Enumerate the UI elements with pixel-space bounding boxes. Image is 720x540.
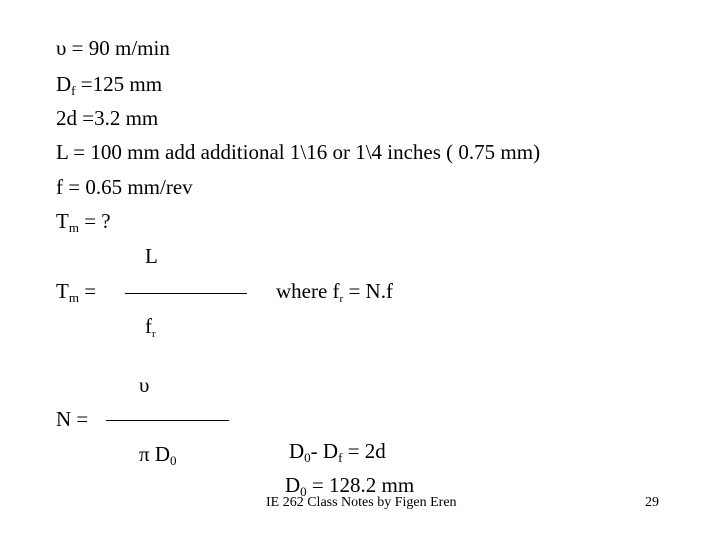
tm-fraction-bar	[125, 293, 247, 294]
df-symbol: D	[56, 72, 72, 96]
n-fraction-bar	[106, 420, 229, 421]
feed-rate-definition	[276, 279, 393, 305]
tm-lhs-equals: =	[78, 279, 97, 303]
cutting-speed-line: υ = 90 m/min	[56, 36, 170, 60]
tm-subscript: m	[68, 220, 79, 235]
d0-value-symbol: D	[285, 473, 301, 497]
machining-time-question	[56, 209, 111, 235]
d0-difference-equation	[289, 439, 386, 465]
where-subscript: r	[339, 293, 344, 305]
n-fraction-numerator: υ	[139, 373, 150, 397]
depth-line: 2d =3.2 mm	[56, 106, 159, 130]
tm-lhs-symbol: T	[56, 279, 69, 303]
fr-subscript: r	[152, 328, 156, 340]
tm-question: = ?	[78, 209, 111, 233]
tm-lhs-subscript: m	[68, 290, 79, 305]
page-number: 29	[645, 495, 659, 510]
length-line: L = 100 mm add additional 1\16 or 1\4 inches ( 0.75 mm)	[56, 140, 541, 164]
where-rest: = N.f	[343, 279, 393, 303]
df-sub-2: f	[338, 450, 343, 465]
diameter-final-line	[56, 72, 163, 98]
equals-2d: = 2d	[342, 439, 386, 463]
df-value: =125 mm	[75, 72, 163, 96]
tm-fraction-numerator: L	[145, 244, 158, 268]
tm-symbol: T	[56, 209, 69, 233]
where-text: where f	[276, 279, 340, 303]
d0-subscript: 0	[304, 450, 311, 465]
n-fraction-denominator	[139, 442, 177, 468]
feed-line: f = 0.65 mm/rev	[56, 175, 193, 199]
pi-d-symbol: π D	[139, 442, 171, 466]
d0-value-number: = 128.2 mm	[306, 473, 415, 497]
d0-symbol: D	[289, 439, 305, 463]
d0-value-subscript: 0	[300, 484, 307, 499]
n-formula-lhs: N =	[56, 407, 89, 431]
tm-fraction-denominator	[145, 314, 156, 340]
pi-d-subscript: 0	[170, 453, 177, 468]
minus-d: - D	[310, 439, 339, 463]
footer-credit: IE 262 Class Notes by Figen Eren	[266, 495, 457, 510]
tm-formula-lhs	[56, 279, 97, 305]
d0-value-equation	[285, 473, 415, 499]
df-subscript: f	[71, 83, 76, 98]
fr-symbol: f	[145, 314, 152, 338]
